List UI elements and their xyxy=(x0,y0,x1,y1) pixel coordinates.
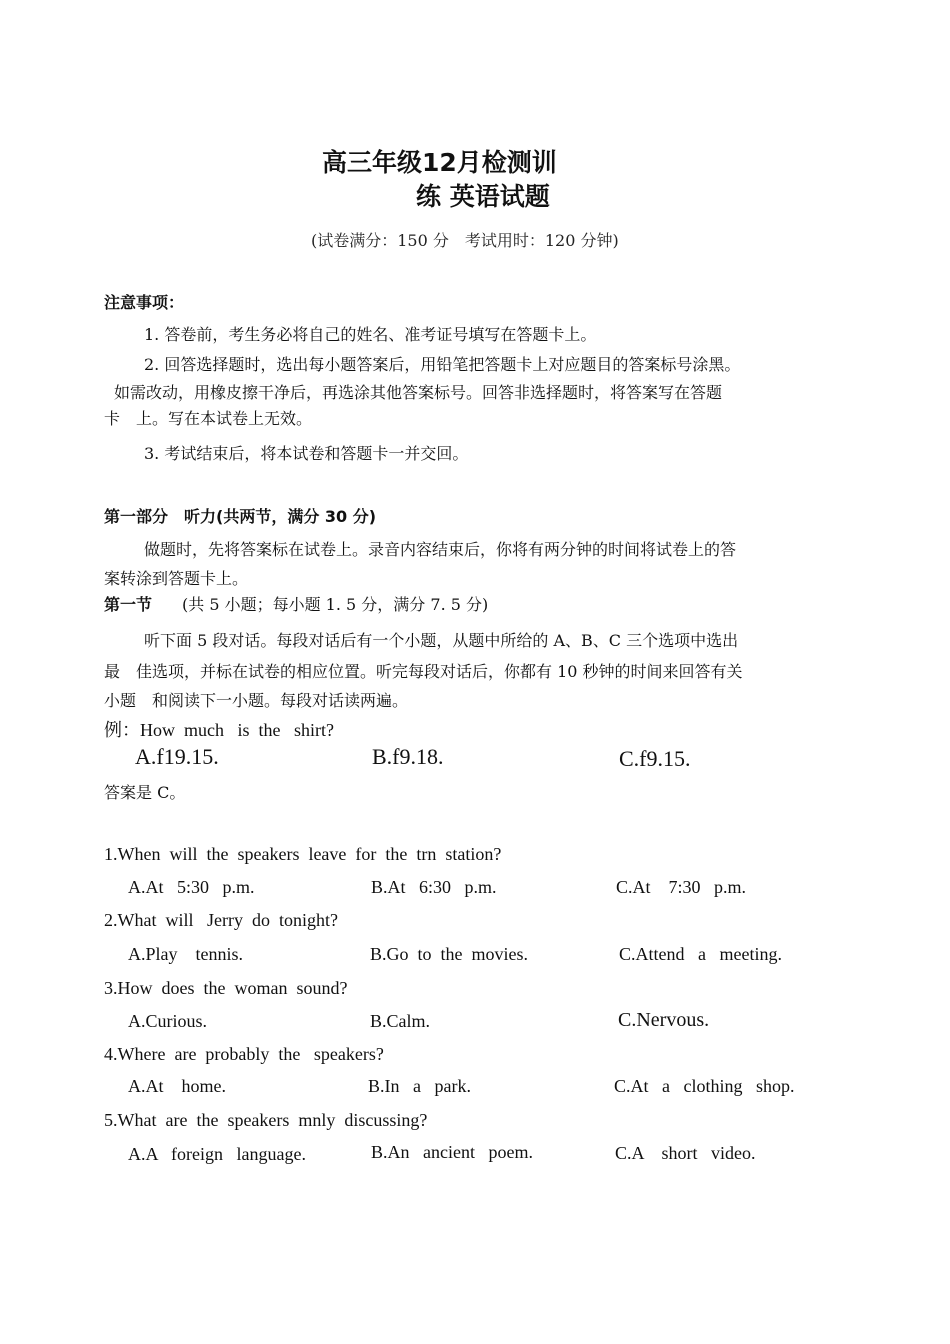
question-4-option-c: C.At a clothing shop. xyxy=(614,1076,795,1096)
question-3-option-c: C.Nervous. xyxy=(618,1009,710,1031)
question-5-option-a: A.A foreign language. xyxy=(128,1144,306,1164)
part1-intro-line1: 做题时，先将答案标在试卷上。录音内容结束后，你将有两分钟的时间将试卷上的答 xyxy=(144,540,737,559)
section1-heading: 第一节 xyxy=(104,595,153,614)
question-1: 1.When will the speakers leave for the trn station? xyxy=(104,844,502,864)
question-1-option-b: B.At 6:30 p.m. xyxy=(371,877,497,897)
question-2-option-c: C.Attend a meeting. xyxy=(619,944,782,964)
question-5-option-c: C.A short video. xyxy=(615,1143,756,1163)
section1-line1: 听下面 5 段对话。每段对话后有一个小题，从题中所给的 A、B、C 三个选项中选出 xyxy=(144,631,739,650)
question-1-option-a: A.At 5:30 p.m. xyxy=(128,877,255,897)
question-5: 5.What are the speakers mnly discussing? xyxy=(104,1110,428,1130)
notice-item-1: 1. 答卷前，考生务必将自己的姓名、准考证号填写在答题卡上。 xyxy=(144,325,597,344)
notice-heading: 注意事项： xyxy=(104,293,185,312)
question-2: 2.What will Jerry do tonight? xyxy=(104,910,338,930)
notice-item-2-line3: 卡 上。写在本试卷上无效。 xyxy=(104,409,313,428)
question-4-option-a: A.At home. xyxy=(128,1076,226,1096)
question-4-option-b: B.In a park. xyxy=(368,1076,471,1096)
example-option-b: B.f9.18. xyxy=(372,744,444,769)
example-answer: 答案是 C。 xyxy=(104,783,186,802)
part1-intro-line2: 案转涂到答题卡上。 xyxy=(104,569,249,588)
question-4: 4.Where are probably the speakers? xyxy=(104,1044,384,1064)
page-subtitle: (试卷满分：150 分 考试用时：120 分钟) xyxy=(311,231,619,250)
part1-heading: 第一部分 听力(共两节，满分 30 分) xyxy=(104,507,377,526)
notice-item-2-line1: 2. 回答选择题时，选出每小题答案后，用铅笔把答题卡上对应题目的答案标号涂黑。 xyxy=(144,355,741,374)
question-3-option-b: B.Calm. xyxy=(370,1011,431,1031)
section1-note: (共 5 小题；每小题 1. 5 分，满分 7. 5 分) xyxy=(182,595,489,614)
notice-item-2-line2: 如需改动，用橡皮擦干净后，再选涂其他答案标号。回答非选择题时，将答案写在答题 xyxy=(114,383,723,402)
question-3-option-a: A.Curious. xyxy=(128,1011,208,1031)
question-2-option-a: A.Play tennis. xyxy=(128,944,243,964)
question-2-option-b: B.Go to the movies. xyxy=(370,944,528,964)
page-title-line2: 练 英语试题 xyxy=(416,182,550,211)
example-option-c: C.f9.15. xyxy=(619,746,691,771)
section1-line3: 小题 和阅读下一小题。每段对话读两遍。 xyxy=(104,691,409,710)
section1-line2: 最 佳选项，并标在试卷的相应位置。听完每段对话后，你都有 10 秒钟的时间来回答有关 xyxy=(104,662,743,681)
notice-item-3: 3. 考试结束后，将本试卷和答题卡一并交回。 xyxy=(144,444,469,463)
question-5-option-b: B.An ancient poem. xyxy=(371,1142,533,1162)
page-title-line1: 高三年级12月检测训 xyxy=(322,148,557,177)
example-option-a: A.f19.15. xyxy=(135,744,219,769)
example-question: 例：How much is the shirt? xyxy=(104,720,334,740)
question-3: 3.How does the woman sound? xyxy=(104,978,348,998)
question-1-option-c: C.At 7:30 p.m. xyxy=(616,877,747,897)
